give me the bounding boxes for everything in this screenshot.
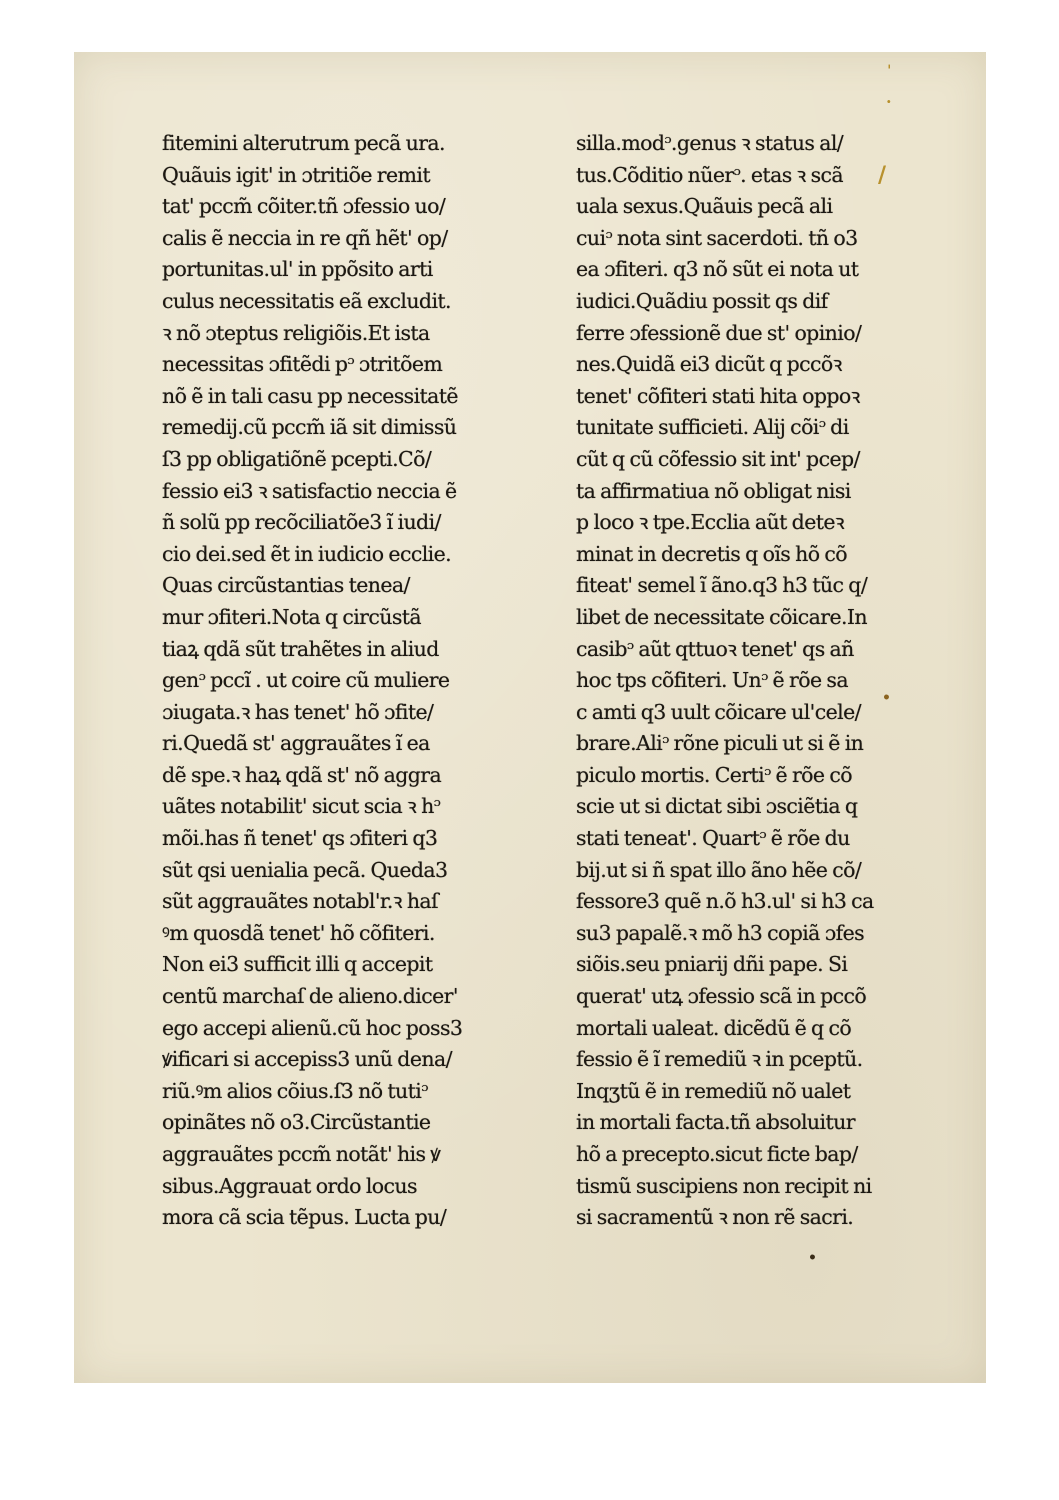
text-line: iudici.Quãdiu possit qs dif — [576, 288, 828, 313]
text-line: c amti q3 uult cõicare ul'cele/ — [576, 699, 861, 724]
margin-mark: ˌ — [887, 52, 892, 71]
margin-mark: / — [878, 162, 887, 188]
left-text-column — [162, 128, 517, 1234]
margin-mark: • — [882, 690, 891, 706]
text-line: casibᵓ aũt qttuoꝛ tenet' qs añ — [576, 636, 854, 661]
text-line: remedij.cũ pccm̃ iã sit dimissũ — [162, 415, 457, 440]
text-line: mur ɔfiteri.Nota q circũstã — [162, 604, 422, 629]
text-line: genᵓ pccĩ . ut coire cũ muliere — [162, 668, 450, 693]
text-line: uala sexus.Quãuis pecã ali — [576, 194, 833, 219]
text-line: opinãtes nõ o3.Circũstantie — [162, 1110, 431, 1135]
text-line: uãtes notabilit' sicut scia ꝛ hᵓ — [162, 794, 441, 819]
text-line: silla.modᵓ.genus ꝛ status al/ — [576, 131, 844, 155]
text-line: aggrauãtes pccm̃ notãt' his ꝟ — [162, 1142, 441, 1166]
text-line: fiteat' semel ĩ ãno.q3 h3 tũc q/ — [576, 573, 868, 598]
text-line: sũt qsi uenialia pecã. Queda3 — [162, 857, 448, 882]
text-line: ego accepi alienũ.cũ hoc poss3 — [162, 1015, 463, 1040]
text-line: tiaꝝ qdã sũt trahẽtes in aliud — [162, 636, 439, 661]
text-line: hõ a precepto.sicut ficte bap/ — [576, 1142, 858, 1166]
text-line: portunitas.ul' in ppõsito arti — [162, 257, 433, 282]
text-line: nes.Quidã ei3 dicũt q pccõꝛ — [576, 352, 842, 377]
text-line: cio dei.sed ẽt in iudicio ecclie. — [162, 541, 452, 566]
text-line: nõ ẽ in tali casu pp necessitatẽ — [162, 383, 458, 408]
text-line: calis ẽ neccia in re qñ hẽt' op/ — [162, 225, 448, 250]
text-line: Non ei3 sufficit illi q accepit — [162, 952, 433, 977]
text-line: tat' pccm̃ cõiter.tñ ɔfessio uo/ — [162, 194, 446, 219]
text-line: fessore3 quẽ n.õ h3.ul' si h3 ca — [576, 889, 874, 914]
text-line: hoc tps cõfiteri. Unᵓ ẽ rõe sa — [576, 668, 848, 693]
text-line: stati teneat'. Quartᵓ ẽ rõe du — [576, 826, 850, 851]
text-line: minat in decretis q oĩs hõ cõ — [576, 541, 848, 566]
text-line: Quas circũstantias tenea/ — [162, 573, 410, 598]
text-line: brare.Aliᵓ rõne piculi ut si ẽ in — [576, 731, 864, 756]
text-line: fessio ẽ ĩ remediũ ꝛ in pceptũ. — [576, 1047, 863, 1072]
text-line: ferre ɔfessionẽ due st' opinio/ — [576, 320, 862, 345]
text-line: riũ.ꝰm alios cõius.ſ3 nõ tutiᵓ — [162, 1078, 428, 1103]
text-line: piculo mortis. Certiᵓ ẽ rõe cõ — [576, 762, 852, 787]
text-line: siõis.seu pniarij dñi pape. Si — [576, 952, 848, 977]
text-line: culus necessitatis eã excludit. — [162, 288, 451, 313]
text-line: libet de necessitate cõicare.In — [576, 604, 868, 629]
text-line: bij.ut si ñ spat illo ãno hẽe cõ/ — [576, 857, 862, 882]
text-line: fessio ei3 ꝛ satisfactio neccia ẽ — [162, 478, 457, 503]
text-line: centũ marchaſ de alieno.dicer' — [162, 984, 458, 1009]
text-line: p loco ꝛ tpe.Ecclia aũt deteꝛ — [576, 510, 845, 535]
text-line: sũt aggrauãtes notabl'r.ꝛ haſ — [162, 889, 439, 914]
margin-mark: • — [808, 1250, 817, 1266]
text-line: ñ solũ pp recõciliatõe3 ĩ iudi/ — [162, 510, 441, 535]
text-line: mortali ualeat. dicẽdũ ẽ q cõ — [576, 1015, 852, 1040]
text-line: Inqʒtũ ẽ in remediũ nõ ualet — [576, 1078, 851, 1103]
text-line: ſ3 pp obligatiõnẽ pcepti.Cõ/ — [162, 446, 432, 471]
text-line: ea ɔfiteri. q3 nõ sũt ei nota ut — [576, 257, 859, 282]
text-line: tenet' cõfiteri stati hita oppoꝛ — [576, 383, 860, 408]
text-line: ri.Quedã st' aggrauãtes ĩ ea — [162, 731, 430, 756]
text-line: scie ut si dictat sibi ɔsciẽtia q — [576, 794, 858, 819]
text-line: necessitas ɔfitẽdi pᵓ ɔtritõem — [162, 352, 443, 377]
margin-mark: · — [886, 92, 892, 111]
text-line: tus.Cõditio nũerᵓ. etas ꝛ scã — [576, 162, 843, 187]
text-line: ꝟificari si accepiss3 unũ dena/ — [162, 1047, 452, 1072]
text-line: fitemini alterutrum pecã ura. — [162, 131, 445, 155]
text-line: ɔiugata.ꝛ has tenet' hõ ɔfite/ — [162, 699, 434, 724]
text-line: dẽ spe.ꝛ haꝝ qdã st' nõ aggra — [162, 762, 442, 787]
text-line: su3 papalẽ.ꝛ mõ h3 copiã ɔfes — [576, 920, 865, 945]
text-line: in mortali facta.tñ absoluitur — [576, 1110, 855, 1135]
text-line: mora cã scia tẽpus. Lucta pu/ — [162, 1205, 447, 1230]
text-line: ꝰm quosdã tenet' hõ cõfiteri. — [162, 920, 435, 945]
text-line: tunitate sufficieti. Alij cõiᵓ di — [576, 415, 849, 440]
text-line: sibus.Aggrauat ordo locus — [162, 1173, 417, 1198]
text-line: si sacramentũ ꝛ non rẽ sacri. — [576, 1205, 854, 1230]
text-line: ꝛ nõ ɔteptus religiõis.Et ista — [162, 320, 430, 345]
text-line: Quãuis igit' in ɔtritiõe remit — [162, 162, 430, 187]
text-line: cũt q cũ cõfessio sit int' pcep/ — [576, 446, 860, 471]
text-line: querat' utꝝ ɔfessio scã in pccõ — [576, 984, 867, 1009]
manuscript-page — [74, 52, 986, 1383]
text-line: ta affirmatiua nõ obligat nisi — [576, 478, 851, 503]
text-line: tismũ suscipiens non recipit ni — [576, 1173, 872, 1198]
right-text-column — [576, 128, 936, 1234]
text-line: mõi.has ñ tenet' qs ɔfiteri q3 — [162, 826, 438, 851]
text-line: cuiᵓ nota sint sacerdoti. tñ o3 — [576, 225, 858, 250]
